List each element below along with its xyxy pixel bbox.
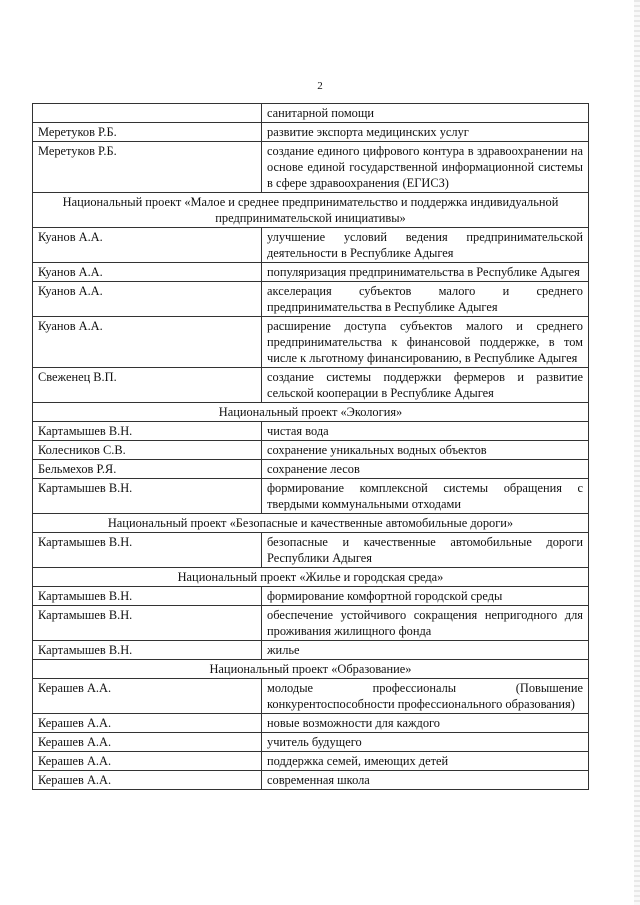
project-description-cell: чистая вода (262, 422, 589, 441)
project-description-cell: сохранение уникальных водных объектов (262, 441, 589, 460)
table-row (33, 752, 589, 771)
table-row (33, 733, 589, 752)
section-title: Национальный проект «Малое и среднее предпринимательство и поддержка индивидуальной предпринимательской инициативы» (33, 193, 589, 228)
project-description-cell: молодые профессионалы (Повышение конкурентоспособности профессионального образования) (262, 679, 589, 714)
section-title: Национальный проект «Экология» (33, 403, 589, 422)
project-description-cell: обеспечение устойчивого сокращения непригодного для проживания жилищного фонда (262, 606, 589, 641)
table-row (33, 587, 589, 606)
responsible-person-cell: Куанов А.А. (33, 317, 262, 368)
responsible-person-cell: Картамышев В.Н. (33, 422, 262, 441)
project-description-cell: санитарной помощи (262, 104, 589, 123)
project-description-cell: создание системы поддержки фермеров и развитие сельской кооперации в Республике Адыгея (262, 368, 589, 403)
responsible-person-cell: Картамышев В.Н. (33, 587, 262, 606)
responsible-person-cell: Меретуков Р.Б. (33, 142, 262, 193)
table-row (33, 123, 589, 142)
table-row (33, 641, 589, 660)
section-header-row (33, 403, 589, 422)
table-row (33, 533, 589, 568)
table-row (33, 104, 589, 123)
table-row (33, 368, 589, 403)
responsible-person-cell: Керашев А.А. (33, 771, 262, 790)
responsible-person-cell: Керашев А.А. (33, 679, 262, 714)
responsible-person-cell: Куанов А.А. (33, 263, 262, 282)
projects-table-body (33, 104, 589, 790)
table-row (33, 679, 589, 714)
responsible-person-cell: Керашев А.А. (33, 752, 262, 771)
responsible-person-cell: Куанов А.А. (33, 282, 262, 317)
responsible-person-cell: Картамышев В.Н. (33, 606, 262, 641)
project-description-cell: развитие экспорта медицинских услуг (262, 123, 589, 142)
table-row (33, 422, 589, 441)
section-title: Национальный проект «Жилье и городская среда» (33, 568, 589, 587)
scan-edge-artifact (634, 0, 640, 905)
responsible-person-cell: Куанов А.А. (33, 228, 262, 263)
responsible-person-cell: Бельмехов Р.Я. (33, 460, 262, 479)
table-row (33, 479, 589, 514)
page-number: 2 (317, 80, 323, 92)
project-description-cell: современная школа (262, 771, 589, 790)
section-header-row (33, 568, 589, 587)
project-description-cell: поддержка семей, имеющих детей (262, 752, 589, 771)
responsible-person-cell: Керашев А.А. (33, 733, 262, 752)
project-description-cell: улучшение условий ведения предпринимательской деятельности в Республике Адыгея (262, 228, 589, 263)
responsible-person-cell: Картамышев В.Н. (33, 479, 262, 514)
responsible-person-cell: Картамышев В.Н. (33, 641, 262, 660)
responsible-person-cell (33, 104, 262, 123)
responsible-person-cell: Картамышев В.Н. (33, 533, 262, 568)
project-description-cell: безопасные и качественные автомобильные дороги Республики Адыгея (262, 533, 589, 568)
project-description-cell: создание единого цифрового контура в здравоохранении на основе единой государственной информационной системы в сфере здравоохранения (ЕГИСЗ) (262, 142, 589, 193)
table-row (33, 263, 589, 282)
section-title: Национальный проект «Безопасные и качественные автомобильные дороги» (33, 514, 589, 533)
project-description-cell: учитель будущего (262, 733, 589, 752)
project-description-cell: расширение доступа субъектов малого и среднего предпринимательства к финансовой поддержке, в том числе к льготному финансированию, в Республике Адыгея (262, 317, 589, 368)
section-header-row (33, 514, 589, 533)
table-row (33, 714, 589, 733)
table-row (33, 460, 589, 479)
table-row (33, 771, 589, 790)
project-description-cell: формирование комплексной системы обращения с твердыми коммунальными отходами (262, 479, 589, 514)
project-description-cell: формирование комфортной городской среды (262, 587, 589, 606)
project-description-cell: популяризация предпринимательства в Республике Адыгея (262, 263, 589, 282)
table-row (33, 441, 589, 460)
project-description-cell: новые возможности для каждого (262, 714, 589, 733)
responsible-person-cell: Свеженец В.П. (33, 368, 262, 403)
table-row (33, 142, 589, 193)
table-row (33, 228, 589, 263)
projects-table (32, 103, 589, 790)
table-row (33, 282, 589, 317)
project-description-cell: акселерация субъектов малого и среднего предпринимательства в Республике Адыгея (262, 282, 589, 317)
section-header-row (33, 660, 589, 679)
project-description-cell: сохранение лесов (262, 460, 589, 479)
table-row (33, 606, 589, 641)
responsible-person-cell: Меретуков Р.Б. (33, 123, 262, 142)
section-title: Национальный проект «Образование» (33, 660, 589, 679)
project-description-cell: жилье (262, 641, 589, 660)
responsible-person-cell: Керашев А.А. (33, 714, 262, 733)
table-row (33, 317, 589, 368)
responsible-person-cell: Колесников С.В. (33, 441, 262, 460)
section-header-row (33, 193, 589, 228)
